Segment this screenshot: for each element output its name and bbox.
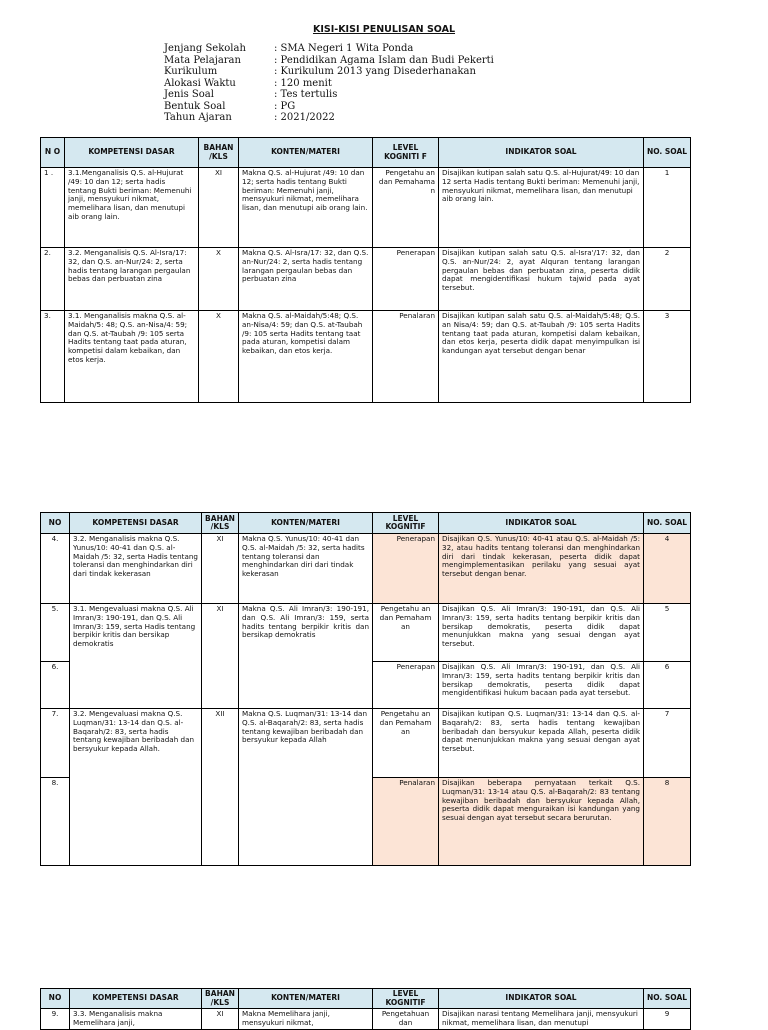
meta-row <box>164 55 494 67</box>
cell-level-kognitif: Penalaran <box>373 778 439 866</box>
header-level-kognitif: LEVEL KOGNITIF <box>373 513 439 534</box>
cell-no-soal: 6 <box>644 662 691 709</box>
cell-no: 1 . <box>41 168 65 248</box>
table-row <box>41 534 691 604</box>
meta-row <box>164 112 494 124</box>
header-konten-materi: KONTEN/MATERI <box>239 138 373 168</box>
cell-level-kognitif: Pengetahu an dan Pemahama n <box>373 168 439 248</box>
cell-kompetensi-dasar: 3.2. Menganalisis makna Q.S. Yunus/10: 40-41 dan Q.S. al-Maidah /5: 32, serta Hadis tentang toleransi dan menghindarkan diri dari tindak kekerasan <box>70 534 202 604</box>
meta-key: Mata Pelajaran <box>164 54 241 66</box>
cell-level-kognitif: Pengetahu an dan Pemaham an <box>373 604 439 662</box>
cell-no-soal: 9 <box>644 1009 691 1030</box>
meta-value: : Kurikulum 2013 yang Disederhanakan <box>274 66 476 77</box>
cell-konten-materi: Makna Q.S. Yunus/10: 40-41 dan Q.S. al-Maidah /5: 32, serta hadits tentang toleransi dan menghindarkan diri dari tindak kekerasan <box>239 534 373 604</box>
kisi-table-3 <box>40 988 691 1030</box>
cell-indikator-soal: Disajikan beberapa pernyataan terkait Q.S. Luqman/31: 13-14 atau Q.S. al-Baqarah/2: 83 tentang kewajiban beribadah dan bersyukur kepada Allah, peserta didik dapat menguraikan isi kandungan yang sesuai dengan ayat tersebut secara berurutan. <box>439 778 644 866</box>
cell-no-soal: 4 <box>644 534 691 604</box>
table-row <box>41 604 691 662</box>
header-indikator-soal: INDIKATOR SOAL <box>439 989 644 1009</box>
meta-key: Tahun Ajaran <box>164 112 232 123</box>
header-bahan-kelas: BAHAN /KLS <box>202 989 239 1009</box>
table-row <box>41 168 691 248</box>
header-no: N O <box>41 138 65 168</box>
cell-konten-materi: Makna Q.S. Ali Imran/3: 190-191, dan Q.S. Ali Imran/3: 159, serta hadits tentang berpikir kritis dan bersikap demokratis <box>239 604 373 709</box>
cell-no: 7. <box>41 709 70 778</box>
meta-row <box>164 78 494 90</box>
cell-no: 8. <box>41 778 70 866</box>
meta-key: Jenis Soal <box>164 89 214 100</box>
header-kompetensi-dasar: KOMPETENSI DASAR <box>65 138 199 168</box>
cell-no-soal: 5 <box>644 604 691 662</box>
cell-kelas: XI <box>199 168 239 248</box>
meta-key: Bentuk Soal <box>164 100 226 112</box>
meta-value: : 2021/2022 <box>274 112 335 123</box>
cell-level-kognitif: Penerapan <box>373 662 439 709</box>
cell-konten-materi: Makna Q.S. Al-Isra/17: 32, dan Q.S. an-Nur/24: 2, serta hadis tentang larangan pergaulan bebas dan perbuatan zina <box>239 248 373 311</box>
cell-indikator-soal: Disajikan kutipan salah satu Q.S. al-Isra'/17: 32, dan Q.S. an-Nur/24: 2, ayat Alquran tentang larangan pergaulan bebas dan perbuatan zina, peserta didik dapat mengidentifikasi hukum tajwid pada ayat tersebut. <box>439 248 644 311</box>
meta-value: : PG <box>274 100 296 112</box>
header-indikator-soal: INDIKATOR SOAL <box>439 513 644 534</box>
cell-kelas: XI <box>202 1009 239 1030</box>
header-no-soal: NO. SOAL <box>644 989 691 1009</box>
header-no-soal: NO. SOAL <box>644 513 691 534</box>
cell-kompetensi-dasar: 3.2. Mengevaluasi makna Q.S. Luqman/31: 13-14 dan Q.S. al-Baqarah/2: 83, serta hadis tentang kewajiban beribadah dan bersyukur kepada Allah. <box>70 709 202 866</box>
header-level-kognitif: LEVEL KOGNITIF <box>373 989 439 1009</box>
cell-level-kognitif: Pengetahuan dan <box>373 1009 439 1030</box>
cell-kompetensi-dasar: 3.1. Menganalisis makna Q.S. al-Maidah/5: 48; Q.S. an-Nisa/4: 59; dan Q.S. at-Taubah /9: 105 serta Hadits tentang taat pada aturan, kompetisi dalam kebaikan, dan etos kerja. <box>65 311 199 403</box>
meta-row <box>164 89 494 101</box>
cell-no: 6. <box>41 662 70 709</box>
meta-value: : Tes tertulis <box>274 89 338 100</box>
document-title: KISI-KISI PENULISAN SOAL <box>312 24 456 35</box>
header-konten-materi: KONTEN/MATERI <box>239 513 373 534</box>
cell-no-soal: 3 <box>644 311 691 403</box>
meta-row <box>164 43 494 55</box>
cell-level-kognitif: Penerapan <box>373 534 439 604</box>
cell-kelas: XI <box>202 604 239 709</box>
cell-indikator-soal: Disajikan kutipan salah satu Q.S. al-Maidah/5:48; Q.S. an Nisa/4: 59; dan Q.S. at-Taubah /9: 105 serta Hadits tentang taat pada aturan, kompetisi dalam kebaikan, dan etos kerja, peserta didik dapat menyimpulkan isi kandungan ayat tersebut dengan benar <box>439 311 644 403</box>
header-no: NO <box>41 513 70 534</box>
table-row <box>41 709 691 778</box>
cell-no-soal: 7 <box>644 709 691 778</box>
cell-no: 4. <box>41 534 70 604</box>
cell-no: 3. <box>41 311 65 403</box>
cell-level-kognitif: Penalaran <box>373 311 439 403</box>
table-row <box>41 311 691 403</box>
cell-konten-materi: Makna Q.S. al-Maidah/5:48; Q.S. an-Nisa/4: 59; dan Q.S. at-Taubah /9: 105 serta Hadits tentang taat pada aturan, kompetisi dalam kebaikan, dan etos kerja. <box>239 311 373 403</box>
header-kompetensi-dasar: KOMPETENSI DASAR <box>70 989 202 1009</box>
cell-level-kognitif: Pengetahu an dan Pemaham an <box>373 709 439 778</box>
cell-konten-materi: Makna Q.S. al-Hujurat /49: 10 dan 12; serta hadis tentang Bukti beriman: Memenuhi janji, mensyukuri nikmat, memelihara lisan, dan menutupi aib orang lain. <box>239 168 373 248</box>
cell-kelas: XI <box>202 534 239 604</box>
cell-indikator-soal: Disajikan narasi tentang Memelihara janji, mensyukuri nikmat, memelihara lisan, dan menutupi <box>439 1009 644 1030</box>
cell-indikator-soal: Disajikan Q.S. Ali Imran/3: 190-191, dan Q.S. Ali Imran/3: 159, serta hadits tentang berpikir kritis dan bersikap demokratis, peserta didik dapat mengidentifikasi hukum bacaan pada ayat tersebut. <box>439 662 644 709</box>
meta-row <box>164 101 494 113</box>
cell-no-soal: 8 <box>644 778 691 866</box>
cell-indikator-soal: Disajikan kutipan Q.S. Luqman/31: 13-14 dan Q.S. al- Baqarah/2: 83, serta hadis tentang kewajiban beribadah dan bersyukur kepada Allah, peserta didik dapat menunjukkan makna yang sesuai dengan ayat tersebut. <box>439 709 644 778</box>
kisi-table-2 <box>40 512 691 866</box>
cell-no: 2. <box>41 248 65 311</box>
cell-konten-materi: Makna Q.S. Luqman/31: 13-14 dan Q.S. al-Baqarah/2: 83, serta hadis tentang kewajiban beribadah dan bersyukur kepada Allah <box>239 709 373 866</box>
header-no: NO <box>41 989 70 1009</box>
cell-no-soal: 2 <box>644 248 691 311</box>
header-kompetensi-dasar: KOMPETENSI DASAR <box>70 513 202 534</box>
header-konten-materi: KONTEN/MATERI <box>239 989 373 1009</box>
table-row <box>41 1009 691 1030</box>
cell-kelas: X <box>199 311 239 403</box>
cell-no-soal: 1 <box>644 168 691 248</box>
meta-value: : 120 menit <box>274 77 332 89</box>
meta-key: Kurikulum <box>164 66 218 77</box>
cell-kompetensi-dasar: 3.1. Mengevaluasi makna Q.S. Ali Imran/3: 190-191, dan Q.S. Ali Imran/3: 159, serta Hadis tentang berpikir kritis dan bersikap demokratis <box>70 604 202 709</box>
cell-indikator-soal: Disajikan Q.S. Ali Imran/3: 190-191, dan Q.S. Ali Imran/3: 159, serta hadits tentang berpikir kritis dan bersikap demokratis, peserta didik dapat menunjukkan makna yang sesuai dengan ayat tersebut. <box>439 604 644 662</box>
header-indikator-soal: INDIKATOR SOAL <box>439 138 644 168</box>
header-bahan-kelas: BAHAN /KLS <box>202 513 239 534</box>
header-no-soal: NO. SOAL <box>644 138 691 168</box>
meta-row <box>164 66 494 78</box>
meta-value: : Pendidikan Agama Islam dan Budi Pekerti <box>274 54 494 66</box>
meta-key: Jenjang Sekolah <box>164 43 246 54</box>
header-level-kognitif: LEVEL KOGNITI F <box>373 138 439 168</box>
cell-kompetensi-dasar: 3.2. Menganalisis Q.S. Al-Isra/17: 32, dan Q.S. an-Nur/24: 2, serta hadis tentang larangan pergaulan bebas dan perbuatan zina <box>65 248 199 311</box>
header-bahan-kelas: BAHAN /KLS <box>199 138 239 168</box>
cell-no: 5. <box>41 604 70 662</box>
cell-kelas: X <box>199 248 239 311</box>
cell-level-kognitif: Penerapan <box>373 248 439 311</box>
cell-kompetensi-dasar: 3.3. Menganalisis makna Memelihara janji, <box>70 1009 202 1030</box>
meta-key: Alokasi Waktu <box>164 77 236 89</box>
cell-kelas: XII <box>202 709 239 866</box>
table-row <box>41 248 691 311</box>
document-meta <box>164 43 494 124</box>
cell-no: 9. <box>41 1009 70 1030</box>
cell-konten-materi: Makna Memelihara janji, mensyukuri nikmat, <box>239 1009 373 1030</box>
cell-indikator-soal: Disajikan kutipan salah satu Q.S. al-Hujurat/49: 10 dan 12 serta Hadis tentang Bukti beriman: Memenuhi janji, mensyukuri nikmat, memelihara lisan, dan menutupi aib orang lain. <box>439 168 644 248</box>
cell-indikator-soal: Disajikan Q.S. Yunus/10: 40-41 atau Q.S. al-Maidah /5: 32, atau hadits tentang toleransi dan menghindarkan diri dari tindak kekerasan, peserta didik dapat mengimplementasikan perilaku yang sesuai ayat tersebut dengan benar. <box>439 534 644 604</box>
kisi-table-1 <box>40 137 691 403</box>
cell-kompetensi-dasar: 3.1.Menganalisis Q.S. al-Hujurat /49: 10 dan 12; serta hadis tentang Bukti beriman: Memenuhi janji, mensyukuri nikmat, memelihara lisan, dan menutupi aib orang lain. <box>65 168 199 248</box>
meta-value: : SMA Negeri 1 Wita Ponda <box>274 43 414 54</box>
